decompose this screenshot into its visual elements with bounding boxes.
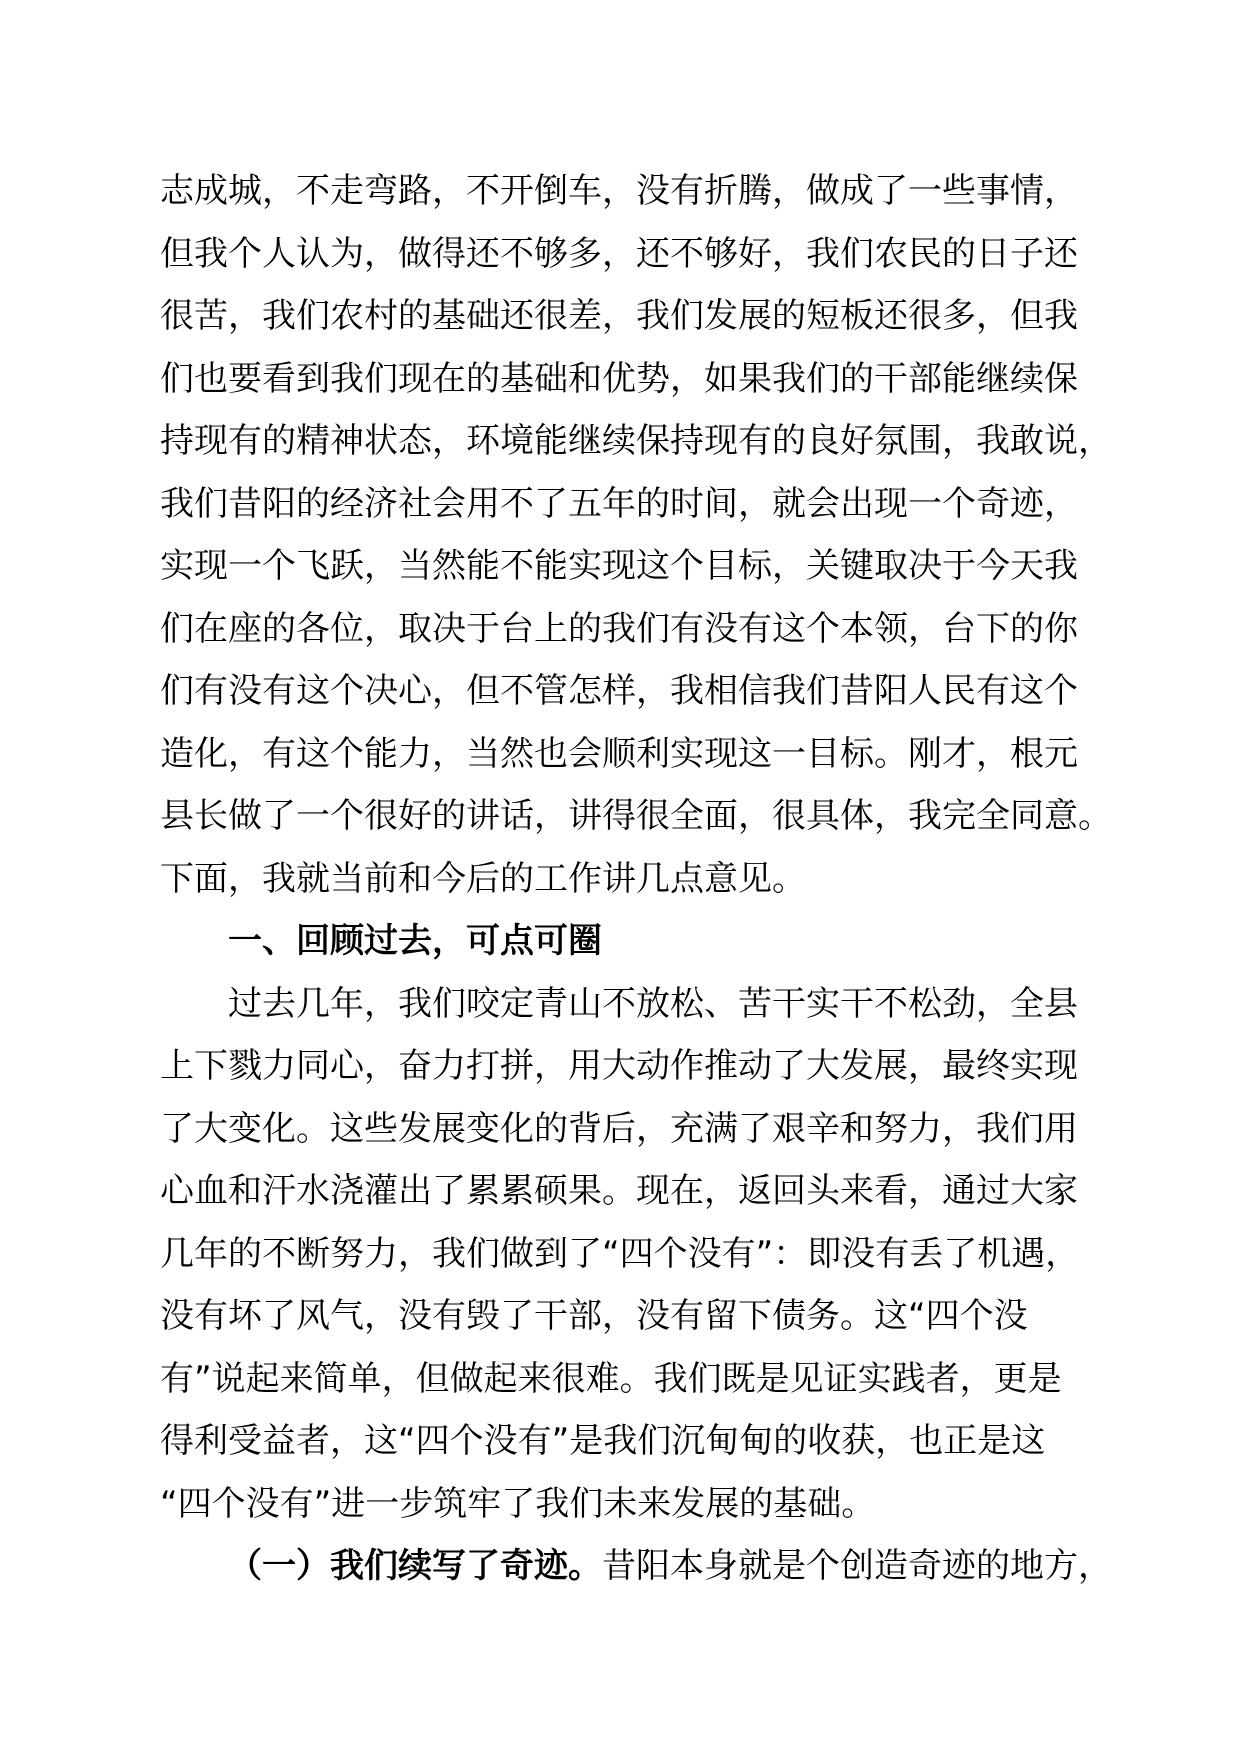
text-line: 了大变化。这些发展变化的背后，充满了艰辛和努力，我们用 bbox=[160, 1108, 1078, 1149]
text-line: 过去几年，我们咬定青山不放松、苦干实干不松劲，全县 bbox=[228, 983, 1078, 1024]
text-line: 没有坏了风气，没有毁了干部，没有留下债务。这“四个没 bbox=[160, 1296, 1028, 1336]
text-line: 志成城，不走弯路，不开倒车，没有折腾，做成了一些事情， bbox=[160, 171, 1078, 211]
section-heading: 一、回顾过去，可点可圈 bbox=[228, 921, 602, 961]
text-line: 们在座的各位，取决于台上的我们有没有这个本领，台下的你 bbox=[160, 608, 1078, 649]
text-line: 但我个人认为，做得还不够多，还不够好，我们农民的日子还 bbox=[160, 233, 1078, 274]
subsection-line bbox=[160, 1535, 1112, 1598]
subsection-text: 昔阳本身就是个创造奇迹的地方， bbox=[602, 1546, 1112, 1586]
text-line: 上下戮力同心，奋力打拼，用大动作推动了大发展，最终实现 bbox=[160, 1046, 1078, 1086]
text-line: 县长做了一个很好的讲话，讲得很全面，很具体，我完全同意。 bbox=[160, 796, 1112, 836]
text-line: 下面，我就当前和今后的工作讲几点意见。 bbox=[160, 858, 806, 899]
text-line: 心血和汗水浇灌出了累累硕果。现在，返回头来看，通过大家 bbox=[160, 1171, 1078, 1211]
text-line: 们有没有这个决心，但不管怎样，我相信我们昔阳人民有这个 bbox=[160, 671, 1078, 711]
text-line: 几年的不断努力，我们做到了“四个没有”：即没有丢了机遇， bbox=[160, 1233, 1080, 1274]
text-line: 们也要看到我们现在的基础和优势，如果我们的干部能继续保 bbox=[160, 358, 1078, 399]
text-line: 持现有的精神状态，环境能继续保持现有的良好氛围，我敢说， bbox=[160, 421, 1112, 461]
text-line: “四个没有”进一步筑牢了我们未来发展的基础。 bbox=[160, 1483, 876, 1524]
text-line: 很苦，我们农村的基础还很差，我们发展的短板还很多，但我 bbox=[160, 296, 1078, 336]
body-text bbox=[160, 160, 1112, 1598]
text-line: 实现一个飞跃，当然能不能实现这个目标，关键取决于今天我 bbox=[160, 546, 1078, 586]
text-line: 造化，有这个能力，当然也会顺利实现这一目标。刚才，根元 bbox=[160, 733, 1078, 774]
text-line: 得利受益者，这“四个没有”是我们沉甸甸的收获，也正是这 bbox=[160, 1421, 1046, 1461]
subsection-heading: （一）我们续写了奇迹。 bbox=[228, 1546, 602, 1586]
text-line: 有”说起来简单，但做起来很难。我们既是见证实践者，更是 bbox=[160, 1358, 1062, 1399]
text-line: 我们昔阳的经济社会用不了五年的时间，就会出现一个奇迹， bbox=[160, 483, 1078, 524]
